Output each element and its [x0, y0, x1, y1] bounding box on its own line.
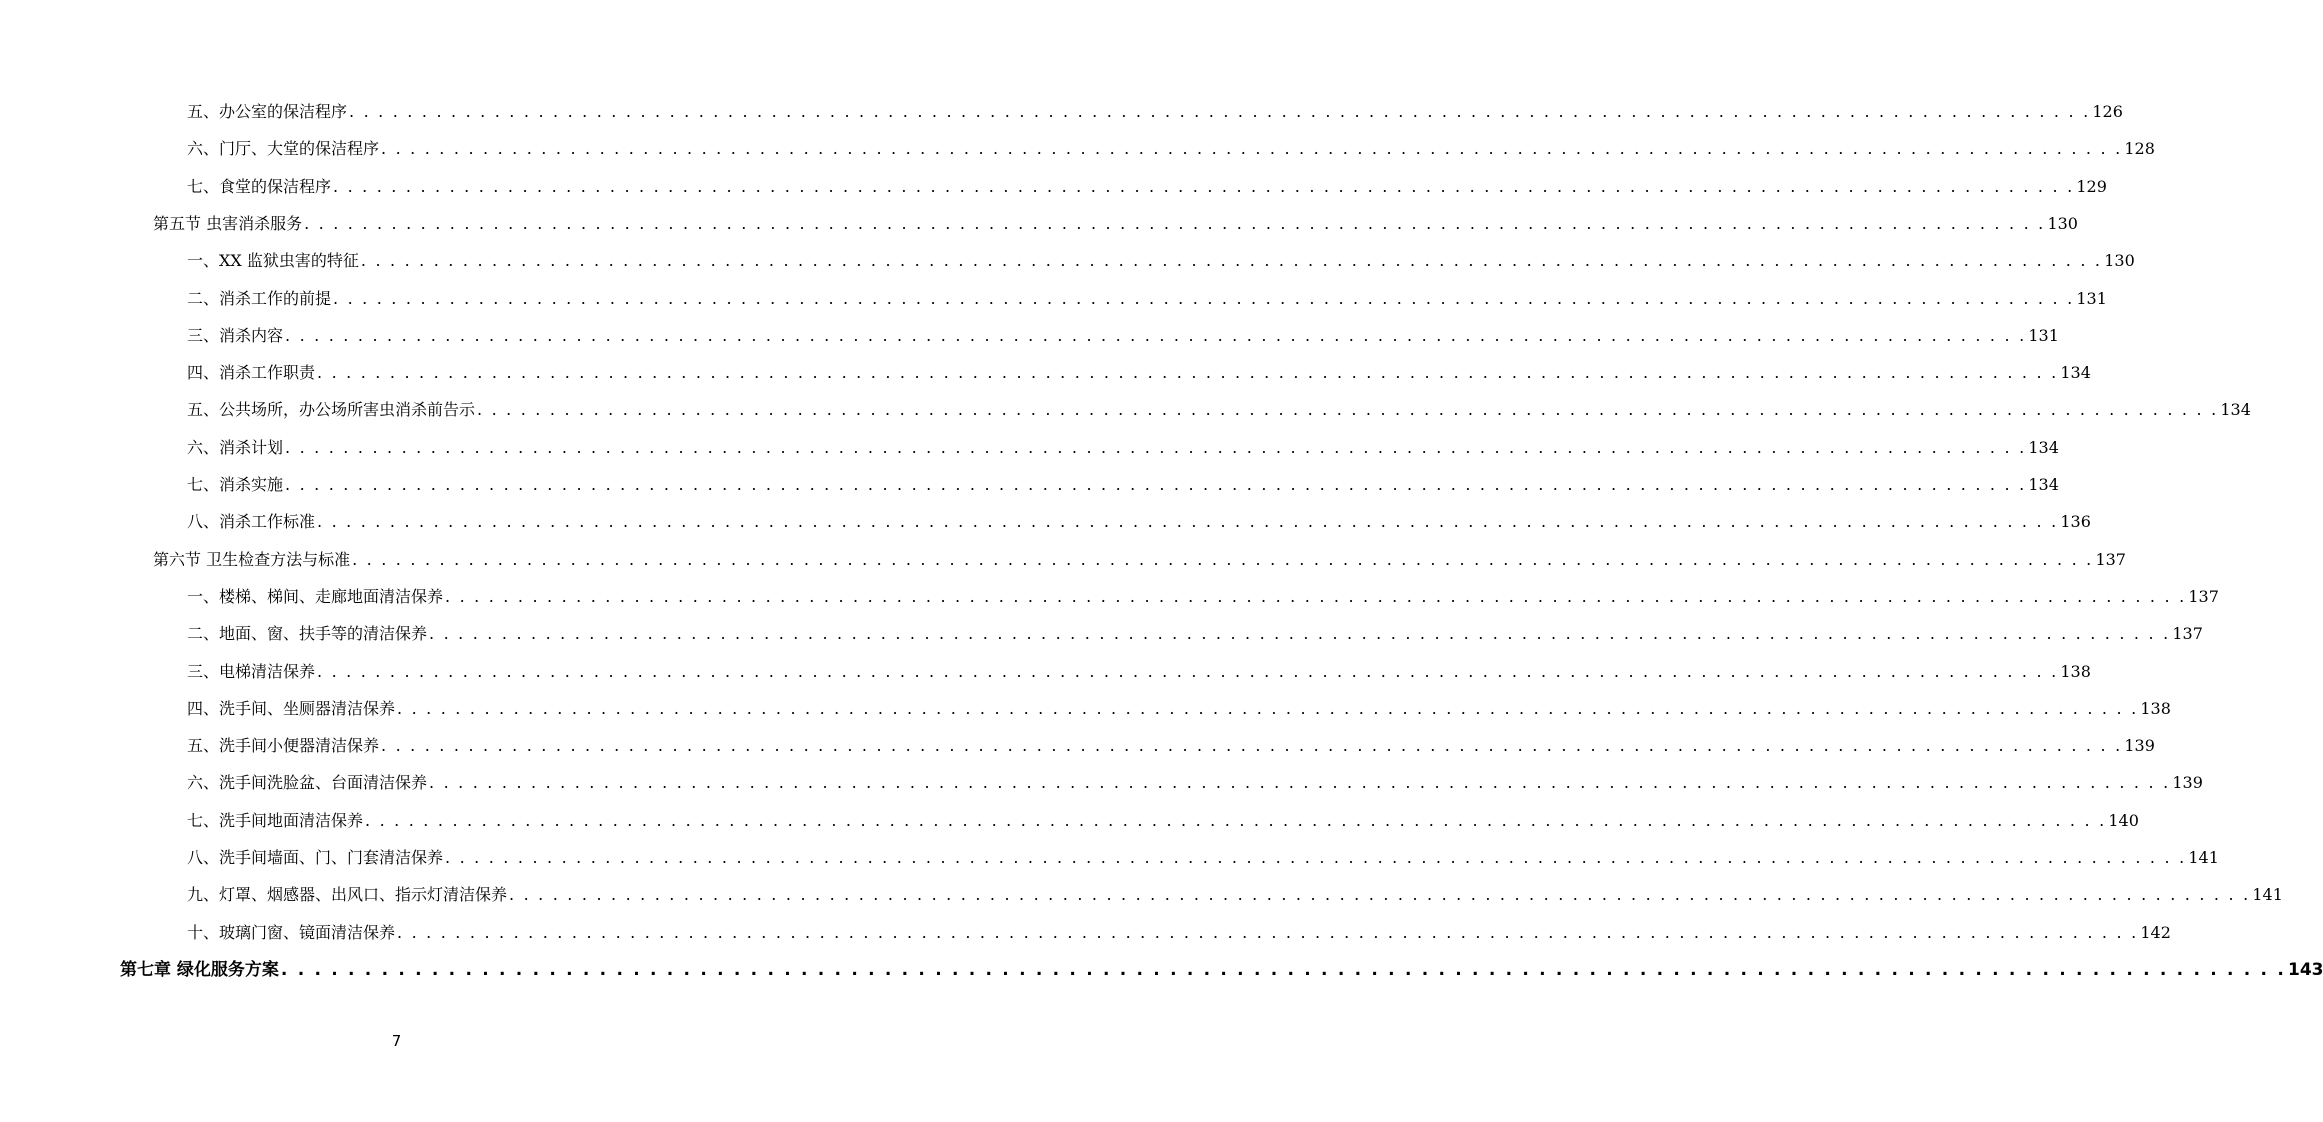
toc-entry-title: 第七章 绿化服务方案: [120, 959, 279, 980]
toc-entry[interactable]: [187, 288, 2107, 310]
toc-entry-title: 七、洗手间地面清洁保养: [187, 810, 364, 830]
toc-entry-page: 137: [2188, 586, 2219, 606]
dot-leader: . . . . . . . . . . . . . . . . . . . . . . . . . . . . . . . . . . . . . . . . . . . . . . . . . . . . . . . . . . . . . . . . . . . . . . . . . . . . . . . . . . . . . . . . . . . . . . . . . . . . . . . . . . . . . . . . . . . . . . . .: [285, 475, 2027, 494]
toc-entry[interactable]: [187, 884, 2283, 906]
toc-entry-page: 143: [2287, 959, 2323, 980]
toc-entry[interactable]: [187, 623, 2203, 645]
toc-entry-page: 139: [2124, 736, 2155, 756]
toc-entry-page: 140: [2108, 810, 2139, 830]
dot-leader: . . . . . . . . . . . . . . . . . . . . . . . . . . . . . . . . . . . . . . . . . . . . . . . . . . . . . . . . . . . . . . . . . . . . . . . . . . . . . . . . . . . . . . . . . . . . . . . . . . . . . . . . . . . . . . . . . . . . . . . .: [429, 773, 2171, 793]
toc-entry[interactable]: [187, 847, 2219, 869]
toc-entry[interactable]: [120, 959, 2323, 981]
toc-entry[interactable]: [187, 325, 2059, 347]
dot-leader: . . . . . . . . . . . . . . . . . . . . . . . . . . . . . . . . . . . . . . . . . . . . . . . . . . . . . . . . . . . . . . . . . . . . . . . . . . . . . . . . . . . . . . . . . . . . . . . . . . . . . . . . . . . . . . . . . . . . . . . .: [333, 288, 2075, 308]
toc-entry-title: 十、玻璃门窗、镜面清洁保养: [187, 922, 396, 942]
dot-leader: . . . . . . . . . . . . . . . . . . . . . . . . . . . . . . . . . . . . . . . . . . . . . . . . . . . . . . . . . . . . . . . . . . . . . . . . . . . . . . . . . . . . . . . . . . . . . . . . . . . . . . . . . . . . . . . . . . . . . . . .: [333, 176, 2075, 196]
dot-leader: . . . . . . . . . . . . . . . . . . . . . . . . . . . . . . . . . . . . . . . . . . . . . . . . . . . . . . . . . . . . . . . . . . . . . . . . . . . . . . . . . . . . . . . . . . . . . . . . . . . . . . . . . . . . . . . . . . . . . . . .: [397, 698, 2139, 718]
toc-entry-page: 138: [2140, 698, 2171, 718]
dot-leader: . . . . . . . . . . . . . . . . . . . . . . . . . . . . . . . . . . . . . . . . . . . . . . . . . . . . . . . . . . . . . . . . . . . . . . . . . . . . . . . . . . . . . . . . . . . . . . . . . . . . . . . . . . . . . . . . . . . . . . . .: [381, 736, 2123, 756]
toc-entry-title: 五、办公室的保洁程序: [187, 102, 348, 121]
toc-entry-page: 136: [2060, 512, 2091, 532]
toc-entry-page: 137: [2172, 624, 2203, 644]
toc-entry-title: 五、公共场所，办公场所害虫消杀前告示: [187, 400, 476, 420]
toc-entry-title: 四、洗手间、坐厕器清洁保养: [187, 698, 396, 718]
toc-entry-title: 一、XX 监狱虫害的特征: [187, 251, 359, 271]
toc-entry-title: 七、消杀实施: [187, 475, 284, 494]
dot-leader: . . . . . . . . . . . . . . . . . . . . . . . . . . . . . . . . . . . . . . . . . . . . . . . . . . . . . . . . . . . . . . . . . . . . . . . . . . . . . . . . . . . . . . . . . . . . . . . . . . . . . . . . . . . . . . . . . . . . . . . .: [280, 959, 2286, 980]
toc-entry-page: 134: [2220, 400, 2251, 420]
toc-entry-page: 134: [2028, 475, 2059, 494]
toc-entry[interactable]: [187, 661, 2091, 683]
toc-entry-title: 八、洗手间墙面、门、门套清洁保养: [187, 848, 444, 867]
toc-entry[interactable]: [187, 437, 2059, 459]
toc-entry-title: 二、消杀工作的前提: [187, 288, 332, 308]
toc-entry-page: 134: [2060, 363, 2091, 383]
toc-entry[interactable]: [187, 586, 2219, 608]
toc-entry-page: 130: [2104, 251, 2135, 271]
toc-entry[interactable]: [187, 176, 2107, 198]
toc-entry-title: 五、洗手间小便器清洁保养: [187, 736, 380, 756]
toc-entry-title: 六、洗手间洗脸盆、台面清洁保养: [187, 773, 428, 793]
toc-entry-page: 131: [2076, 288, 2107, 308]
toc-entry[interactable]: [153, 549, 2126, 571]
dot-leader: . . . . . . . . . . . . . . . . . . . . . . . . . . . . . . . . . . . . . . . . . . . . . . . . . . . . . . . . . . . . . . . . . . . . . . . . . . . . . . . . . . . . . . . . . . . . . . . . . . . . . . . . . . . . . . . . . . . . . . . .: [445, 586, 2187, 606]
toc-entry-title: 四、消杀工作职责: [187, 363, 316, 383]
toc-entry-title: 第五节 虫害消杀服务: [153, 213, 303, 233]
toc-entry-page: 129: [2076, 176, 2107, 196]
dot-leader: . . . . . . . . . . . . . . . . . . . . . . . . . . . . . . . . . . . . . . . . . . . . . . . . . . . . . . . . . . . . . . . . . . . . . . . . . . . . . . . . . . . . . . . . . . . . . . . . . . . . . . . . . . . . . . . . . . . . . . . .: [477, 400, 2219, 420]
toc-entry[interactable]: [187, 772, 2203, 794]
toc-entry-title: 三、消杀内容: [187, 325, 284, 345]
toc-entry[interactable]: [187, 810, 2139, 832]
toc-entry-title: 八、消杀工作标准: [187, 512, 316, 532]
toc-entry[interactable]: [187, 922, 2171, 944]
dot-leader: . . . . . . . . . . . . . . . . . . . . . . . . . . . . . . . . . . . . . . . . . . . . . . . . . . . . . . . . . . . . . . . . . . . . . . . . . . . . . . . . . . . . . . . . . . . . . . . . . . . . . . . . . . . . . . . . . . . . . . . .: [381, 139, 2123, 159]
dot-leader: . . . . . . . . . . . . . . . . . . . . . . . . . . . . . . . . . . . . . . . . . . . . . . . . . . . . . . . . . . . . . . . . . . . . . . . . . . . . . . . . . . . . . . . . . . . . . . . . . . . . . . . . . . . . . . . . . . . . . . . .: [509, 885, 2251, 905]
toc-entry[interactable]: [187, 474, 2059, 496]
toc-entry-title: 六、消杀计划: [187, 437, 284, 457]
dot-leader: . . . . . . . . . . . . . . . . . . . . . . . . . . . . . . . . . . . . . . . . . . . . . . . . . . . . . . . . . . . . . . . . . . . . . . . . . . . . . . . . . . . . . . . . . . . . . . . . . . . . . . . . . . . . . . . . . . . . . . . .: [429, 624, 2171, 644]
toc-entry-page: 130: [2047, 213, 2078, 233]
toc-entry-page: 141: [2252, 885, 2283, 905]
toc-entry-title: 七、食堂的保洁程序: [187, 176, 332, 196]
toc-entry[interactable]: [187, 511, 2091, 533]
toc-entry-title: 二、地面、窗、扶手等的清洁保养: [187, 624, 428, 644]
toc-entry[interactable]: [187, 399, 2251, 421]
toc-entry-page: 134: [2028, 437, 2059, 457]
toc-entry[interactable]: [187, 250, 2135, 272]
toc-entry-page: 126: [2092, 102, 2123, 121]
toc-entry[interactable]: [187, 138, 2155, 160]
toc-entry-page: 142: [2140, 922, 2171, 942]
dot-leader: . . . . . . . . . . . . . . . . . . . . . . . . . . . . . . . . . . . . . . . . . . . . . . . . . . . . . . . . . . . . . . . . . . . . . . . . . . . . . . . . . . . . . . . . . . . . . . . . . . . . . . . . . . . . . . . . . . . . . . . .: [445, 848, 2187, 867]
toc-entry-title: 六、门厅、大堂的保洁程序: [187, 139, 380, 159]
toc-entry[interactable]: [187, 362, 2091, 384]
dot-leader: . . . . . . . . . . . . . . . . . . . . . . . . . . . . . . . . . . . . . . . . . . . . . . . . . . . . . . . . . . . . . . . . . . . . . . . . . . . . . . . . . . . . . . . . . . . . . . . . . . . . . . . . . . . . . . . . . . . . . . . .: [317, 512, 2059, 532]
toc-entry[interactable]: [187, 735, 2155, 757]
dot-leader: . . . . . . . . . . . . . . . . . . . . . . . . . . . . . . . . . . . . . . . . . . . . . . . . . . . . . . . . . . . . . . . . . . . . . . . . . . . . . . . . . . . . . . . . . . . . . . . . . . . . . . . . . . . . . . . . . . . . . . . .: [285, 437, 2027, 457]
toc-entry-title: 三、电梯清洁保养: [187, 661, 316, 681]
dot-leader: . . . . . . . . . . . . . . . . . . . . . . . . . . . . . . . . . . . . . . . . . . . . . . . . . . . . . . . . . . . . . . . . . . . . . . . . . . . . . . . . . . . . . . . . . . . . . . . . . . . . . . . . . . . . . . . . . . . . . . . .: [317, 661, 2059, 681]
page-number: 7: [391, 1032, 402, 1050]
dot-leader: . . . . . . . . . . . . . . . . . . . . . . . . . . . . . . . . . . . . . . . . . . . . . . . . . . . . . . . . . . . . . . . . . . . . . . . . . . . . . . . . . . . . . . . . . . . . . . . . . . . . . . . . . . . . . . . . . . . . . . . .: [317, 363, 2059, 383]
toc-entry-title: 九、灯罩、烟感器、出风口、指示灯清洁保养: [187, 885, 508, 905]
toc-entry-title: 第六节 卫生检查方法与标准: [153, 549, 351, 569]
toc-entry-page: 139: [2172, 773, 2203, 793]
toc-entry[interactable]: [153, 213, 2078, 235]
toc-entry-page: 137: [2095, 549, 2126, 569]
dot-leader: . . . . . . . . . . . . . . . . . . . . . . . . . . . . . . . . . . . . . . . . . . . . . . . . . . . . . . . . . . . . . . . . . . . . . . . . . . . . . . . . . . . . . . . . . . . . . . . . . . . . . . . . . . . . . . . . . . . . . . . .: [360, 251, 2103, 271]
dot-leader: . . . . . . . . . . . . . . . . . . . . . . . . . . . . . . . . . . . . . . . . . . . . . . . . . . . . . . . . . . . . . . . . . . . . . . . . . . . . . . . . . . . . . . . . . . . . . . . . . . . . . . . . . . . . . . . . . . . . . . . .: [304, 213, 2046, 233]
toc-entry-page: 141: [2188, 848, 2219, 867]
toc-entry[interactable]: [187, 698, 2171, 720]
toc-entry-page: 128: [2124, 139, 2155, 159]
dot-leader: . . . . . . . . . . . . . . . . . . . . . . . . . . . . . . . . . . . . . . . . . . . . . . . . . . . . . . . . . . . . . . . . . . . . . . . . . . . . . . . . . . . . . . . . . . . . . . . . . . . . . . . . . . . . . . . . . . . . . . . .: [365, 810, 2107, 830]
dot-leader: . . . . . . . . . . . . . . . . . . . . . . . . . . . . . . . . . . . . . . . . . . . . . . . . . . . . . . . . . . . . . . . . . . . . . . . . . . . . . . . . . . . . . . . . . . . . . . . . . . . . . . . . . . . . . . . . . . . . . . . .: [349, 102, 2091, 121]
dot-leader: . . . . . . . . . . . . . . . . . . . . . . . . . . . . . . . . . . . . . . . . . . . . . . . . . . . . . . . . . . . . . . . . . . . . . . . . . . . . . . . . . . . . . . . . . . . . . . . . . . . . . . . . . . . . . . . . . . . . . . . .: [397, 922, 2139, 942]
toc-entry-page: 131: [2028, 325, 2059, 345]
toc-entry-page: 138: [2060, 661, 2091, 681]
dot-leader: . . . . . . . . . . . . . . . . . . . . . . . . . . . . . . . . . . . . . . . . . . . . . . . . . . . . . . . . . . . . . . . . . . . . . . . . . . . . . . . . . . . . . . . . . . . . . . . . . . . . . . . . . . . . . . . . . . . . . . . .: [285, 325, 2027, 345]
toc-entry-title: 一、楼梯、梯间、走廊地面清洁保养: [187, 586, 444, 606]
toc-entry[interactable]: [187, 101, 2123, 123]
dot-leader: . . . . . . . . . . . . . . . . . . . . . . . . . . . . . . . . . . . . . . . . . . . . . . . . . . . . . . . . . . . . . . . . . . . . . . . . . . . . . . . . . . . . . . . . . . . . . . . . . . . . . . . . . . . . . . . . . . . . . . . .: [352, 549, 2094, 569]
